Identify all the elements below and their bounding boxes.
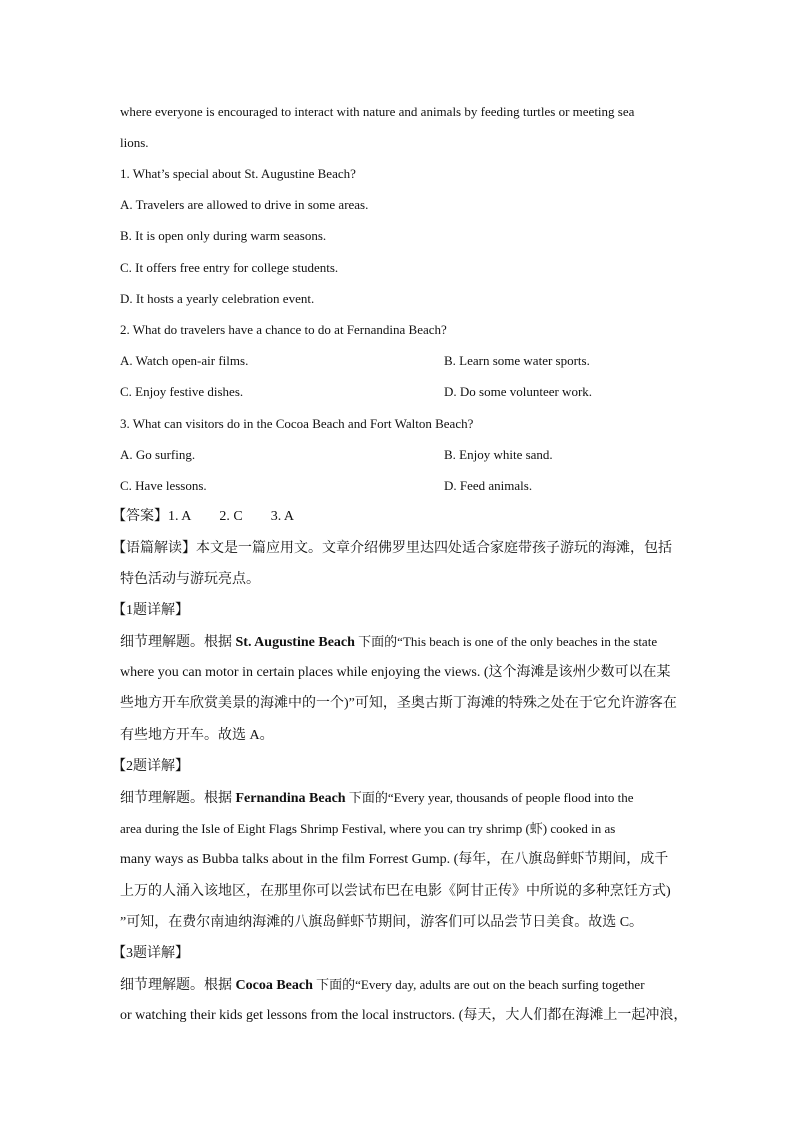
question-1-stem: 1. What’s special about St. Augustine Beach?	[120, 166, 356, 181]
q2-line: 上万的人涌入该地区，在那里你可以尝试布巴在电影《阿甘正传》中所说的多种烹饪方式)	[120, 884, 671, 899]
question-2-stem: 2. What do travelers have a chance to do at Fernandina Beach?	[120, 322, 447, 337]
answer-label: 【答案】	[112, 509, 168, 524]
reading-line	[112, 541, 672, 557]
q2-line	[120, 790, 634, 807]
q1-text: 下面的“This beach is one of the only beaches in the state	[354, 634, 658, 649]
answer-item: 1. A	[168, 509, 192, 524]
q1-line: where you can motor in certain places while enjoying the views. (这个海滩是该州少数可以在某	[120, 665, 671, 680]
q1-text: 细节理解题。根据	[120, 635, 236, 650]
q1-beach-name: St. Augustine Beach	[235, 635, 355, 650]
answer-item: 2. C	[219, 509, 243, 524]
question-3-option-b: B. Enjoy white sand.	[444, 447, 553, 462]
q3-text: 细节理解题。根据	[120, 978, 236, 993]
answer-line	[112, 509, 294, 525]
reading-label: 【语篇解读】	[112, 541, 196, 556]
question-3-option-d: D. Feed animals.	[444, 478, 533, 493]
q2-beach-name: Fernandina Beach	[235, 791, 346, 806]
q2-line: ”可知，在费尔南迪纳海滩的八旗岛鲜虾节期间，游客们可以品尝节日美食。故选 C。	[120, 915, 644, 930]
question-2-option-c: C. Enjoy festive dishes.	[120, 384, 244, 399]
q3-beach-name: Cocoa Beach	[235, 978, 313, 993]
q2-text: 细节理解题。根据	[120, 791, 236, 806]
q2-heading: 【2题详解】	[112, 759, 189, 774]
question-1-option-d: D. It hosts a yearly celebration event.	[120, 291, 315, 306]
question-1-option-a: A. Travelers are allowed to drive in some areas.	[120, 197, 369, 212]
question-3-option-c: C. Have lessons.	[120, 478, 207, 493]
q3-text: 下面的“Every day, adults are out on the beach surfing together	[312, 977, 645, 992]
q2-line: area during the Isle of Eight Flags Shrimp Festival, where you can try shrimp (虾) cooked in as	[120, 821, 616, 836]
q1-heading: 【1题详解】	[112, 603, 189, 618]
q1-line	[120, 634, 657, 651]
reading-text: 本文是一篇应用文。文章介绍佛罗里达四处适合家庭带孩子游玩的海滩，包括	[196, 541, 672, 556]
reading-line: 特色活动与游玩亮点。	[120, 572, 260, 587]
answer-item: 3. A	[270, 509, 295, 524]
q1-line: 些地方开车欣赏美景的海滩中的一个)”可知，圣奥古斯丁海滩的特殊之处在于它允许游客在	[120, 696, 677, 711]
question-3-stem: 3. What can visitors do in the Cocoa Beach and Fort Walton Beach?	[120, 416, 474, 431]
question-2-option-b: B. Learn some water sports.	[444, 353, 590, 368]
q3-heading: 【3题详解】	[112, 946, 189, 961]
question-2-option-d: D. Do some volunteer work.	[444, 384, 593, 399]
question-1-option-b: B. It is open only during warm seasons.	[120, 228, 327, 243]
passage-line: where everyone is encouraged to interact with nature and animals by feeding turtles or meeting sea	[120, 104, 635, 119]
question-2-option-a: A. Watch open-air films.	[120, 353, 249, 368]
q2-line: many ways as Bubba talks about in the film Forrest Gump. (每年，在八旗岛鲜虾节期间，成千	[120, 852, 669, 867]
q1-line: 有些地方开车。故选 A。	[120, 728, 274, 743]
question-3-option-a: A. Go surfing.	[120, 447, 196, 462]
passage-line: lions.	[120, 135, 149, 150]
question-1-option-c: C. It offers free entry for college students.	[120, 260, 339, 275]
q3-line	[120, 977, 645, 994]
q2-text: 下面的“Every year, thousands of people flood into the	[345, 790, 634, 805]
q3-line: or watching their kids get lessons from the local instructors. (每天，大人们都在海滩上一起冲浪，	[120, 1008, 688, 1023]
